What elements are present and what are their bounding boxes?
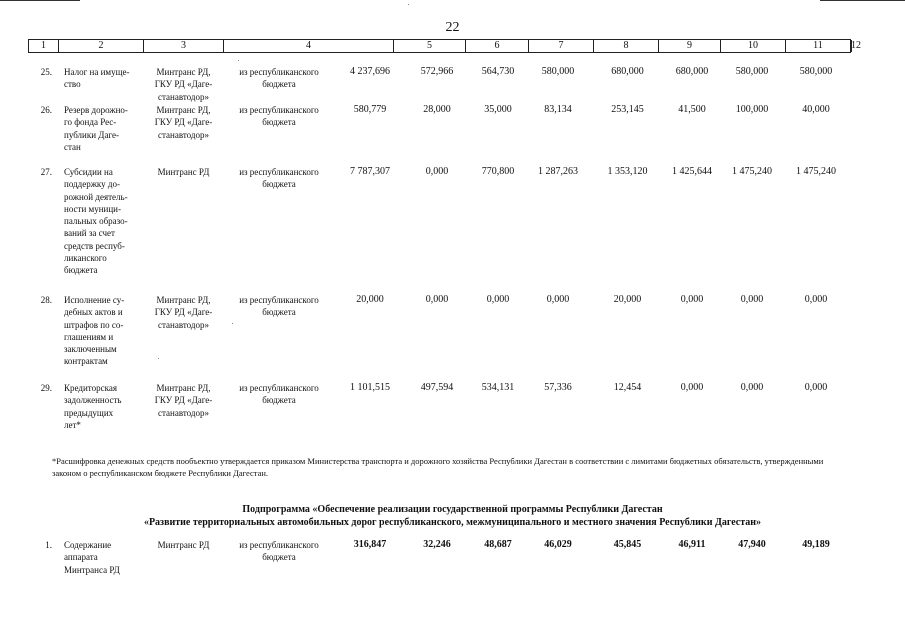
row-value-col8: 83,134: [544, 104, 572, 115]
row-value-col10: 46,911: [678, 539, 706, 550]
scan-speck: [238, 60, 239, 61]
table-header: [28, 39, 861, 53]
row-value-col12: 580,000: [799, 66, 833, 77]
row-value-col7: 534,131: [481, 382, 515, 393]
row-value-col7: 564,730: [481, 66, 515, 77]
row-value-col6: 0,000: [425, 166, 449, 177]
row-value-col5: 4 237,696: [350, 66, 390, 77]
row-value-col11: 580,000: [735, 66, 769, 77]
scan-speck: [158, 358, 159, 359]
page-number: 22: [445, 20, 460, 35]
scan-speck: [408, 4, 409, 5]
row-value-col9: 253,145: [611, 104, 644, 115]
scan-artifact-line: [820, 0, 905, 1]
col-header-11: 11: [785, 40, 850, 52]
row-value-col11: 0,000: [740, 382, 764, 393]
row-value-col9: 45,845: [613, 539, 642, 550]
col-header-3: 3: [143, 40, 223, 52]
row-value-col9: 680,000: [611, 66, 644, 77]
row-value-col10: 1 425,644: [672, 166, 712, 177]
row-value-col5: 7 787,307: [350, 166, 390, 177]
row-value-col8: 580,000: [541, 66, 575, 77]
row-value-col10: 0,000: [680, 382, 704, 393]
footnote: *Расшифровка денежных средств пообъектно утверждается приказом Министерства транспорта и дорожного хозяйства Республики Дагестан в соответствии с лимитами бюджетных обязательств, утвержденными законом о республиканском бюджете Республики Дагестан.: [52, 456, 824, 478]
col-header-4: 4: [223, 40, 393, 52]
row-value-col12: 40,000: [802, 104, 830, 115]
row-name: Содержание аппарата Минтранса РД: [64, 540, 120, 575]
row-value-col11: 100,000: [735, 104, 769, 115]
row-number: 27.: [40, 167, 52, 177]
row-value-col9: 12,454: [613, 382, 642, 393]
row-name: Налог на имуще- ство: [64, 67, 130, 90]
row-value-col12: 0,000: [804, 294, 828, 305]
row-executor: Минтранс РД: [157, 167, 210, 177]
col-header-12: 12: [851, 40, 861, 51]
row-executor: Минтранс РД: [157, 540, 210, 550]
row-value-col11: 0,000: [740, 294, 764, 305]
subprogram-title-line2: «Развитие территориальных автомобильных дорог республиканского, межмуниципального и местного значения Республики Дагестан»: [143, 517, 762, 528]
row-funding-source: из республиканского бюджета: [239, 540, 319, 563]
row-value-col12: 1 475,240: [796, 166, 836, 177]
row-value-col6: 32,246: [423, 539, 451, 550]
col-header-10: 10: [720, 40, 785, 52]
row-number: 1.: [45, 540, 52, 550]
col-header-9: 9: [658, 40, 720, 52]
row-value-col11: 1 475,240: [732, 166, 772, 177]
row-name: Субсидии на поддержку до- рожной деятель- ности муници- пальных образо- ваний за счет средств респуб- ликанского бюджета: [64, 167, 128, 276]
row-value-col5: 1 101,515: [350, 382, 390, 393]
row-number: 25.: [40, 67, 52, 77]
col-header-5: 5: [393, 40, 465, 52]
row-name: Резерв дорожно- го фонда Рес- публики Даге- стан: [64, 105, 128, 152]
row-executor: Минтранс РД, ГКУ РД «Даге- станавтодор»: [154, 295, 213, 330]
row-value-col11: 47,940: [738, 539, 766, 550]
row-value-col12: 49,189: [802, 539, 830, 550]
row-funding-source: из республиканского бюджета: [239, 105, 319, 128]
row-funding-source: из республиканского бюджета: [239, 295, 319, 318]
row-value-col5: 316,847: [353, 539, 387, 550]
scan-speck: [232, 323, 233, 324]
row-value-col9: 20,000: [613, 294, 642, 305]
row-funding-source: из республиканского бюджета: [239, 167, 319, 190]
col-header-2: 2: [58, 40, 143, 52]
row-value-col5: 580,779: [353, 104, 387, 115]
row-value-col6: 0,000: [425, 294, 449, 305]
row-value-col10: 0,000: [680, 294, 704, 305]
subprogram-title-line1: Подпрограмма «Обеспечение реализации государственной программы Республики Дагестан: [242, 504, 663, 515]
row-value-col12: 0,000: [804, 382, 828, 393]
row-value-col6: 28,000: [423, 104, 451, 115]
row-value-col10: 680,000: [675, 66, 709, 77]
row-name: Кредиторская задолженность предыдущих лет*: [64, 383, 122, 430]
row-value-col8: 46,029: [544, 539, 572, 550]
row-value-col8: 1 287,263: [538, 166, 578, 177]
row-value-col7: 770,800: [481, 166, 515, 177]
row-number: 29.: [40, 383, 52, 393]
row-value-col7: 48,687: [484, 539, 512, 550]
row-value-col5: 20,000: [356, 294, 384, 305]
row-value-col8: 0,000: [546, 294, 570, 305]
col-header-8: 8: [593, 40, 658, 52]
row-executor: Минтранс РД, ГКУ РД «Даге- станавтодор»: [154, 105, 213, 140]
row-funding-source: из республиканского бюджета: [239, 383, 319, 406]
row-value-col9: 1 353,120: [607, 166, 648, 177]
row-value-col8: 57,336: [544, 382, 572, 393]
row-executor: Минтранс РД, ГКУ РД «Даге- станавтодор»: [154, 383, 213, 418]
row-funding-source: из республиканского бюджета: [239, 67, 319, 90]
row-value-col10: 41,500: [678, 104, 706, 115]
row-value-col7: 35,000: [484, 104, 512, 115]
row-name: Исполнение су- дебных актов и штрафов по со- глашениям и заключенным контрактам: [64, 295, 125, 367]
row-value-col6: 497,594: [420, 382, 454, 393]
row-executor: Минтранс РД, ГКУ РД «Даге- станавтодор»: [154, 67, 213, 102]
row-number: 28.: [40, 295, 52, 305]
col-header-6: 6: [465, 40, 528, 52]
row-value-col7: 0,000: [486, 294, 510, 305]
scan-artifact-line: [0, 0, 80, 1]
col-header-1: 1: [28, 40, 58, 52]
row-value-col6: 572,966: [420, 66, 454, 77]
col-header-7: 7: [528, 40, 593, 52]
row-number: 26.: [40, 105, 52, 115]
